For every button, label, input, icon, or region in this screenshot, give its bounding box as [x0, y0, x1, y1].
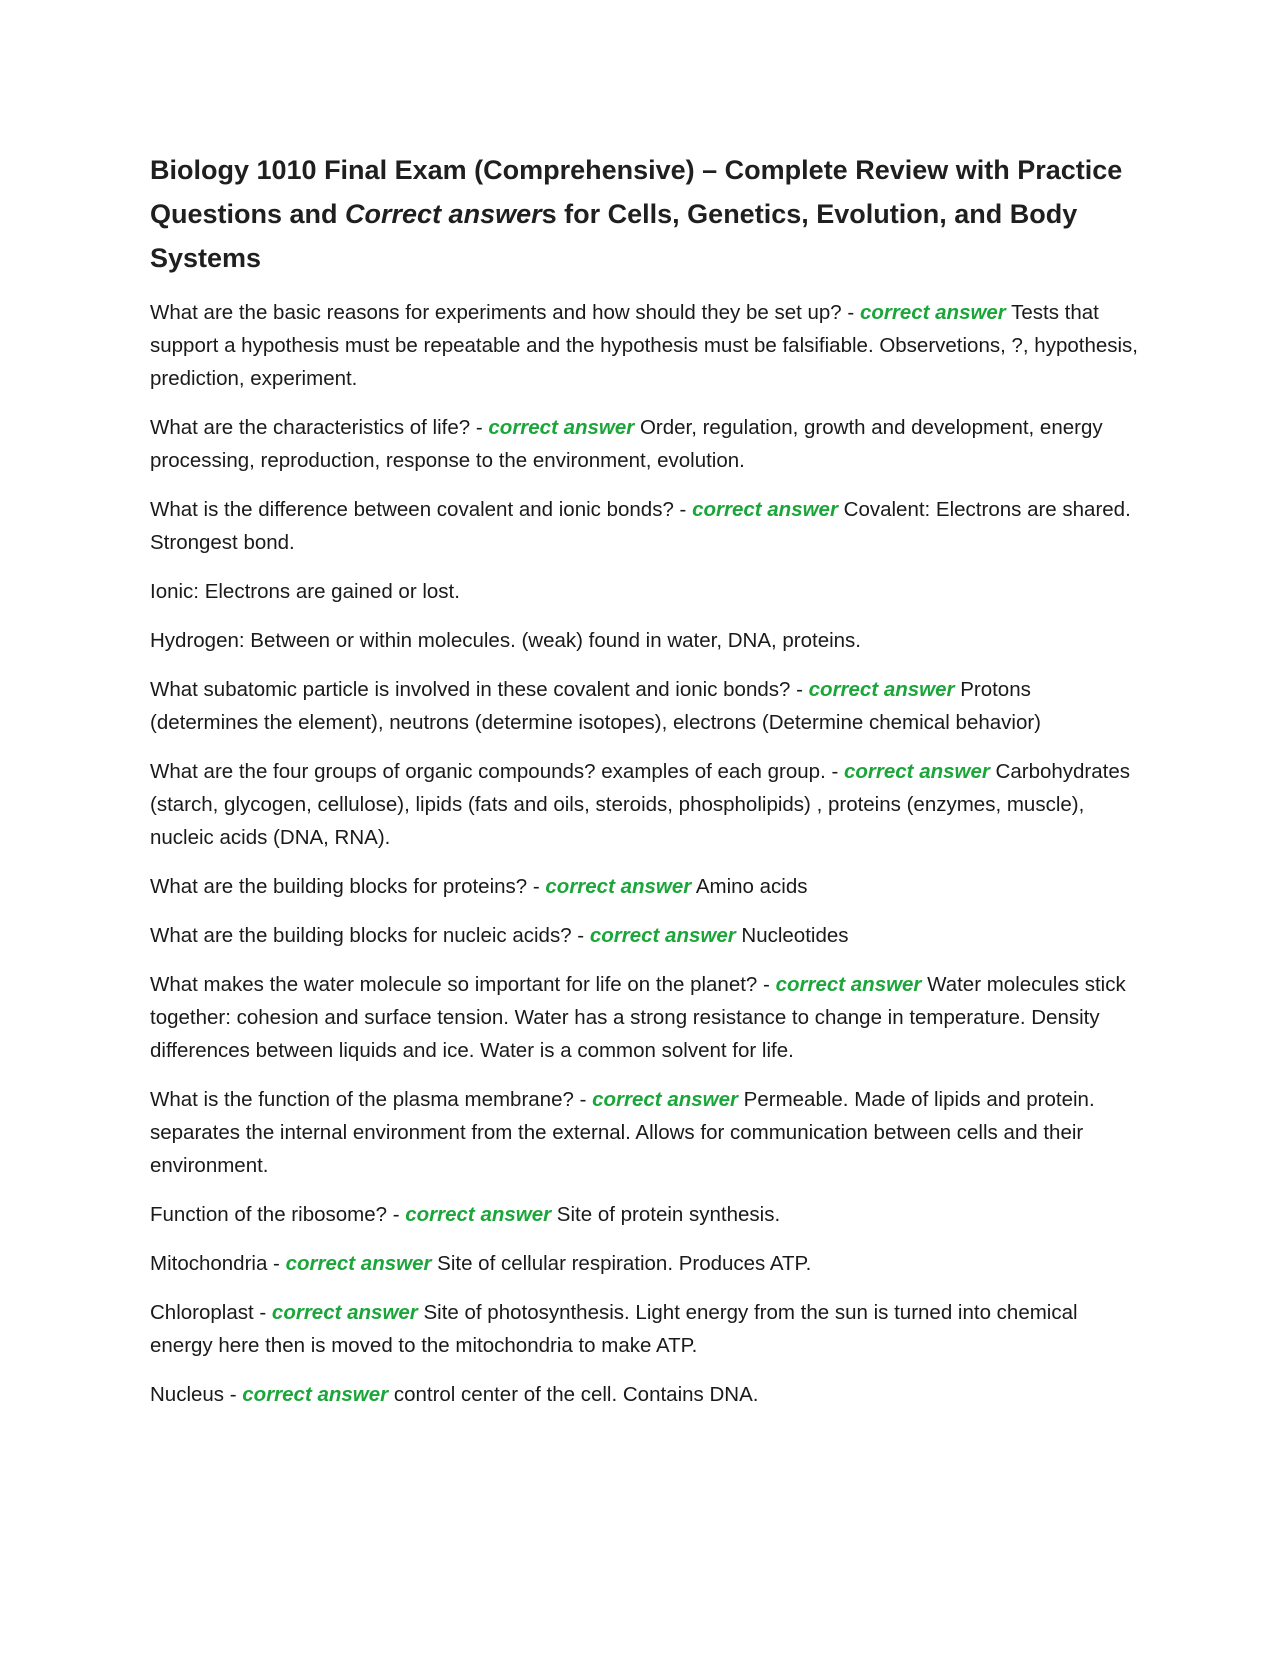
- question-text: Mitochondria -: [150, 1252, 286, 1275]
- answer-text: Nucleotides: [735, 924, 849, 947]
- correct-answer-label: correct answer: [592, 1088, 738, 1111]
- question-text: What is the function of the plasma membrane? -: [150, 1088, 593, 1111]
- correct-answer-label: correct answer: [545, 875, 692, 898]
- qa-entry: [150, 870, 1140, 903]
- correct-answer-label: correct answer: [488, 416, 635, 439]
- document-page: [150, 148, 1140, 1427]
- qa-entry: [150, 1296, 1140, 1362]
- answer-text: Site of protein synthesis.: [551, 1203, 781, 1226]
- document-title: [150, 148, 1140, 280]
- qa-entry: [150, 296, 1140, 395]
- question-text: What are the basic reasons for experiments and how should they be set up? -: [150, 301, 860, 324]
- correct-answer-label: correct answer: [808, 678, 955, 701]
- question-text: What are the building blocks for nucleic acids? -: [150, 924, 590, 947]
- question-text: Function of the ribosome? -: [150, 1203, 406, 1226]
- answer-text: Tests that support a hypothesis must be repeatable and the hypothesis must be falsifiable. Observetions, ?, hypothesis, prediction, experiment.: [150, 301, 1138, 390]
- qa-entry: [150, 919, 1140, 952]
- title-part-2: s for Cells, Genetics, Evolution, and Body Systems: [150, 199, 1078, 273]
- correct-answer-label: correct answer: [589, 924, 736, 947]
- question-text: What makes the water molecule so important for life on the planet? -: [150, 973, 776, 996]
- question-text: Nucleus -: [150, 1383, 243, 1406]
- answer-text: Permeable. Made of lipids and protein. separates the internal environment from the external. Allows for communication between cells and their environment.: [150, 1088, 1095, 1177]
- correct-answer-label: correct answer: [242, 1383, 389, 1406]
- correct-answer-label: correct answer: [692, 498, 838, 521]
- title-italic: Correct answer: [345, 199, 542, 229]
- correct-answer-label: correct answer: [271, 1301, 418, 1324]
- question-text: What is the difference between covalent and ionic bonds? -: [150, 498, 693, 521]
- answer-text: Site of photosynthesis. Light energy from the sun is turned into chemical energy here then is moved to the mitochondria to make ATP.: [150, 1301, 1078, 1357]
- text-paragraph: [150, 624, 1140, 657]
- answer-text: Protons (determines the element), neutrons (determine isotopes), electrons (Determine chemical behavior): [150, 678, 1042, 734]
- qa-entry: [150, 1198, 1140, 1231]
- answer-text: Covalent: Electrons are shared. Strongest bond.: [150, 498, 1131, 554]
- paragraph-text: Ionic: Electrons are gained or lost.: [150, 580, 460, 603]
- correct-answer-label: correct answer: [285, 1252, 432, 1275]
- qa-entry: [150, 411, 1140, 477]
- answer-text: Order, regulation, growth and development, energy processing, reproduction, response to the environment, evolution.: [150, 416, 1103, 472]
- qa-entry: [150, 673, 1140, 739]
- paragraph-text: Hydrogen: Between or within molecules. (weak) found in water, DNA, proteins.: [150, 629, 862, 652]
- correct-answer-label: correct answer: [405, 1203, 552, 1226]
- title-part-1: Biology 1010 Final Exam (Comprehensive) – Complete Review with Practice Questions and: [150, 155, 1123, 229]
- qa-entry: [150, 1247, 1140, 1280]
- text-paragraph: [150, 575, 1140, 608]
- answer-text: Site of cellular respiration. Produces ATP.: [431, 1252, 812, 1275]
- qa-entry: [150, 1083, 1140, 1182]
- answer-text: Amino acids: [691, 875, 808, 898]
- question-text: What are the four groups of organic compounds? examples of each group. -: [150, 760, 844, 783]
- correct-answer-label: correct answer: [775, 973, 922, 996]
- question-text: Chloroplast -: [150, 1301, 272, 1324]
- answer-text: control center of the cell. Contains DNA.: [388, 1383, 759, 1406]
- qa-entry: [150, 968, 1140, 1067]
- qa-entry: [150, 1378, 1140, 1411]
- question-text: What subatomic particle is involved in these covalent and ionic bonds? -: [150, 678, 809, 701]
- answer-text: Water molecules stick together: cohesion and surface tension. Water has a strong resistance to change in temperature. Density differences between liquids and ice. Water is a common solvent for life.: [150, 973, 1126, 1062]
- question-text: What are the characteristics of life? -: [150, 416, 489, 439]
- question-text: What are the building blocks for proteins? -: [150, 875, 546, 898]
- answer-text: Carbohydrates (starch, glycogen, cellulose), lipids (fats and oils, steroids, phospholipids) , proteins (enzymes, muscle), nucleic acids (DNA, RNA).: [150, 760, 1131, 849]
- qa-entry: [150, 493, 1140, 559]
- qa-entry: [150, 755, 1140, 854]
- correct-answer-label: correct answer: [843, 760, 990, 783]
- correct-answer-label: correct answer: [859, 301, 1006, 324]
